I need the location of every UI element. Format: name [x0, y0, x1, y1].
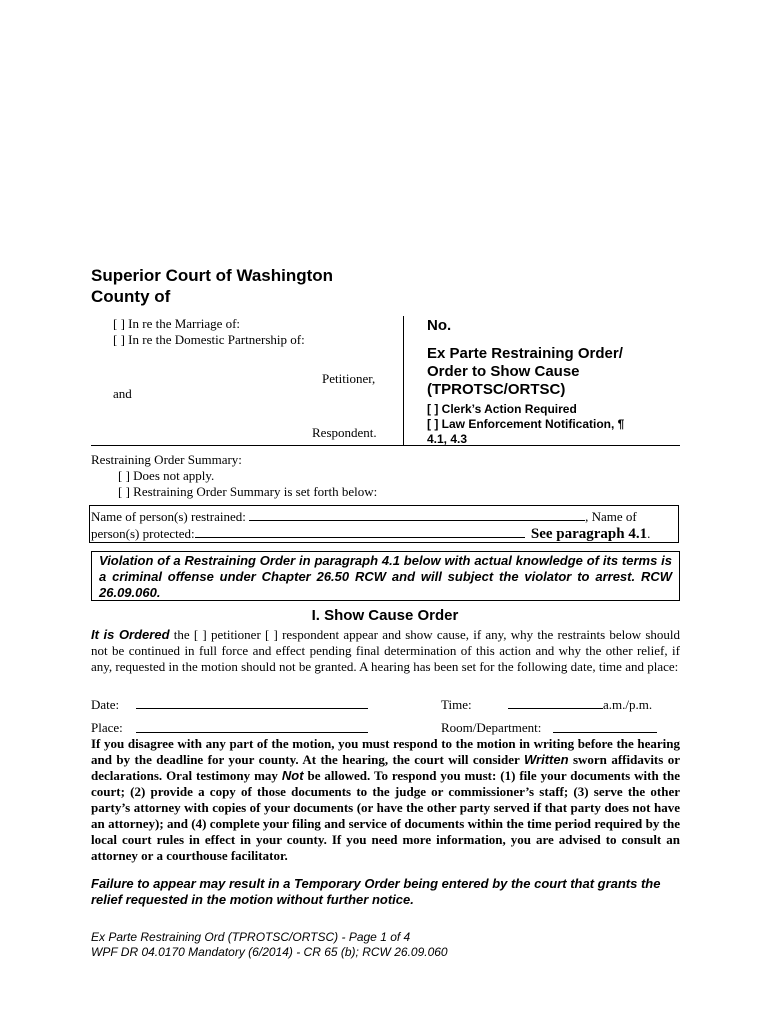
and-label: and	[113, 386, 132, 401]
instructions-part1: If you disagree with any part of the motion, you must respond to the motion in writing before the hearing and by the deadline for your county. At the hearing, the court will consider	[91, 736, 680, 767]
protected-label: person(s) protected:	[91, 526, 195, 541]
marriage-option[interactable]: [ ] In re the Marriage of:	[113, 316, 241, 331]
see-paragraph-label: See paragraph 4.1	[530, 526, 648, 542]
case-checkboxes	[427, 402, 624, 447]
order-title-line3: (TPROTSC/ORTSC)	[427, 381, 566, 398]
summary-set-forth-checkbox[interactable]: [ ] Restraining Order Summary is set forth below:	[118, 484, 378, 499]
law-enforcement-checkbox[interactable]: [ ] Law Enforcement Notification, ¶	[427, 417, 625, 431]
ampm-label: a.m./p.m.	[603, 697, 653, 712]
restraining-order-summary	[91, 452, 377, 500]
response-instructions	[91, 736, 680, 864]
case-number-label: No.	[427, 317, 452, 334]
footer-line2: WPF DR 04.0170 Mandatory (6/2014) - CR 65 (b); RCW 26.09.060	[91, 945, 448, 959]
restrained-name-field[interactable]	[249, 508, 585, 521]
instructions-part3: be allowed. To respond you must: (1) file your documents with the court; (2) provide a copy of those documents to the judge or commissioner’s staff; (3) serve the other party’s attorney with copies of your documents (or have the other party served if that party does not have an attorney); and (4) complete your filing and service of documents within the time period required by the local court rules in effect in your county. If you need more information, you are advised to consult an attorney or a courthouse facilitator.	[91, 768, 680, 863]
order-title-line1: Ex Parte Restraining Order/	[427, 345, 623, 362]
order-title	[427, 345, 623, 399]
room-label: Room/Department:	[441, 720, 542, 735]
petitioner-label: Petitioner,	[322, 371, 376, 386]
page-footer	[91, 930, 448, 960]
partnership-option[interactable]: [ ] In re the Domestic Partnership of:	[113, 332, 305, 347]
restrained-label: Name of person(s) restrained:	[91, 509, 246, 524]
court-heading	[91, 265, 333, 307]
court-name: Superior Court of Washington	[91, 266, 334, 285]
date-label: Date:	[91, 697, 120, 712]
summary-title: Restraining Order Summary:	[91, 452, 242, 467]
respondent-label: Respondent.	[312, 425, 377, 440]
time-field[interactable]	[508, 696, 603, 709]
date-row	[91, 697, 119, 713]
place-field[interactable]	[136, 720, 368, 733]
time-label: Time:	[441, 697, 472, 712]
not-emphasis: Not	[281, 768, 304, 783]
failure-warning: Failure to appear may result in a Temporary Order being entered by the court that grants the relief requested in the motion without further notice.	[91, 876, 661, 907]
law-enforcement-paragraphs: 4.1, 4.3	[427, 432, 468, 446]
order-title-line2: Order to Show Cause	[427, 363, 580, 380]
caption-divider	[403, 316, 404, 446]
order-paragraph	[91, 627, 680, 675]
violation-notice: Violation of a Restraining Order in paragraph 4.1 below with actual knowledge of its terms is a criminal offense under Chapter 26.50 RCW and will subject the violator to arrest. RCW 26.09.060.	[91, 551, 680, 601]
place-label: Place:	[91, 720, 123, 735]
clerk-action-checkbox[interactable]: [ ] Clerk’s Action Required	[427, 402, 577, 416]
order-text: the [ ] petitioner [ ] respondent appear and show cause, if any, why the restraints below should not be continued in full force and effect pending final determination of this action and why the other relief, if any, requested in the motion should not be granted. A hearing has been set for the following date, time and place:	[91, 627, 681, 674]
it-is-ordered: It is Ordered	[91, 627, 170, 642]
written-emphasis: Written	[524, 752, 569, 767]
names-box	[89, 505, 679, 543]
section-heading: I. Show Cause Order	[311, 607, 459, 624]
protected-name-field[interactable]	[195, 525, 525, 538]
date-field[interactable]	[136, 696, 368, 709]
county-label: County of	[91, 287, 171, 306]
footer-line1: Ex Parte Restraining Ord (TPROTSC/ORTSC) - Page 1 of 4	[91, 930, 411, 944]
caption-checkboxes	[113, 316, 305, 348]
name-of-label: , Name of	[585, 509, 637, 524]
instructions-part2: sworn affidavits or declarations. Oral testimony may	[91, 752, 680, 783]
see-paragraph-period: .	[647, 526, 651, 541]
summary-does-not-apply-checkbox[interactable]: [ ] Does not apply.	[118, 468, 215, 483]
room-field[interactable]	[553, 720, 657, 733]
